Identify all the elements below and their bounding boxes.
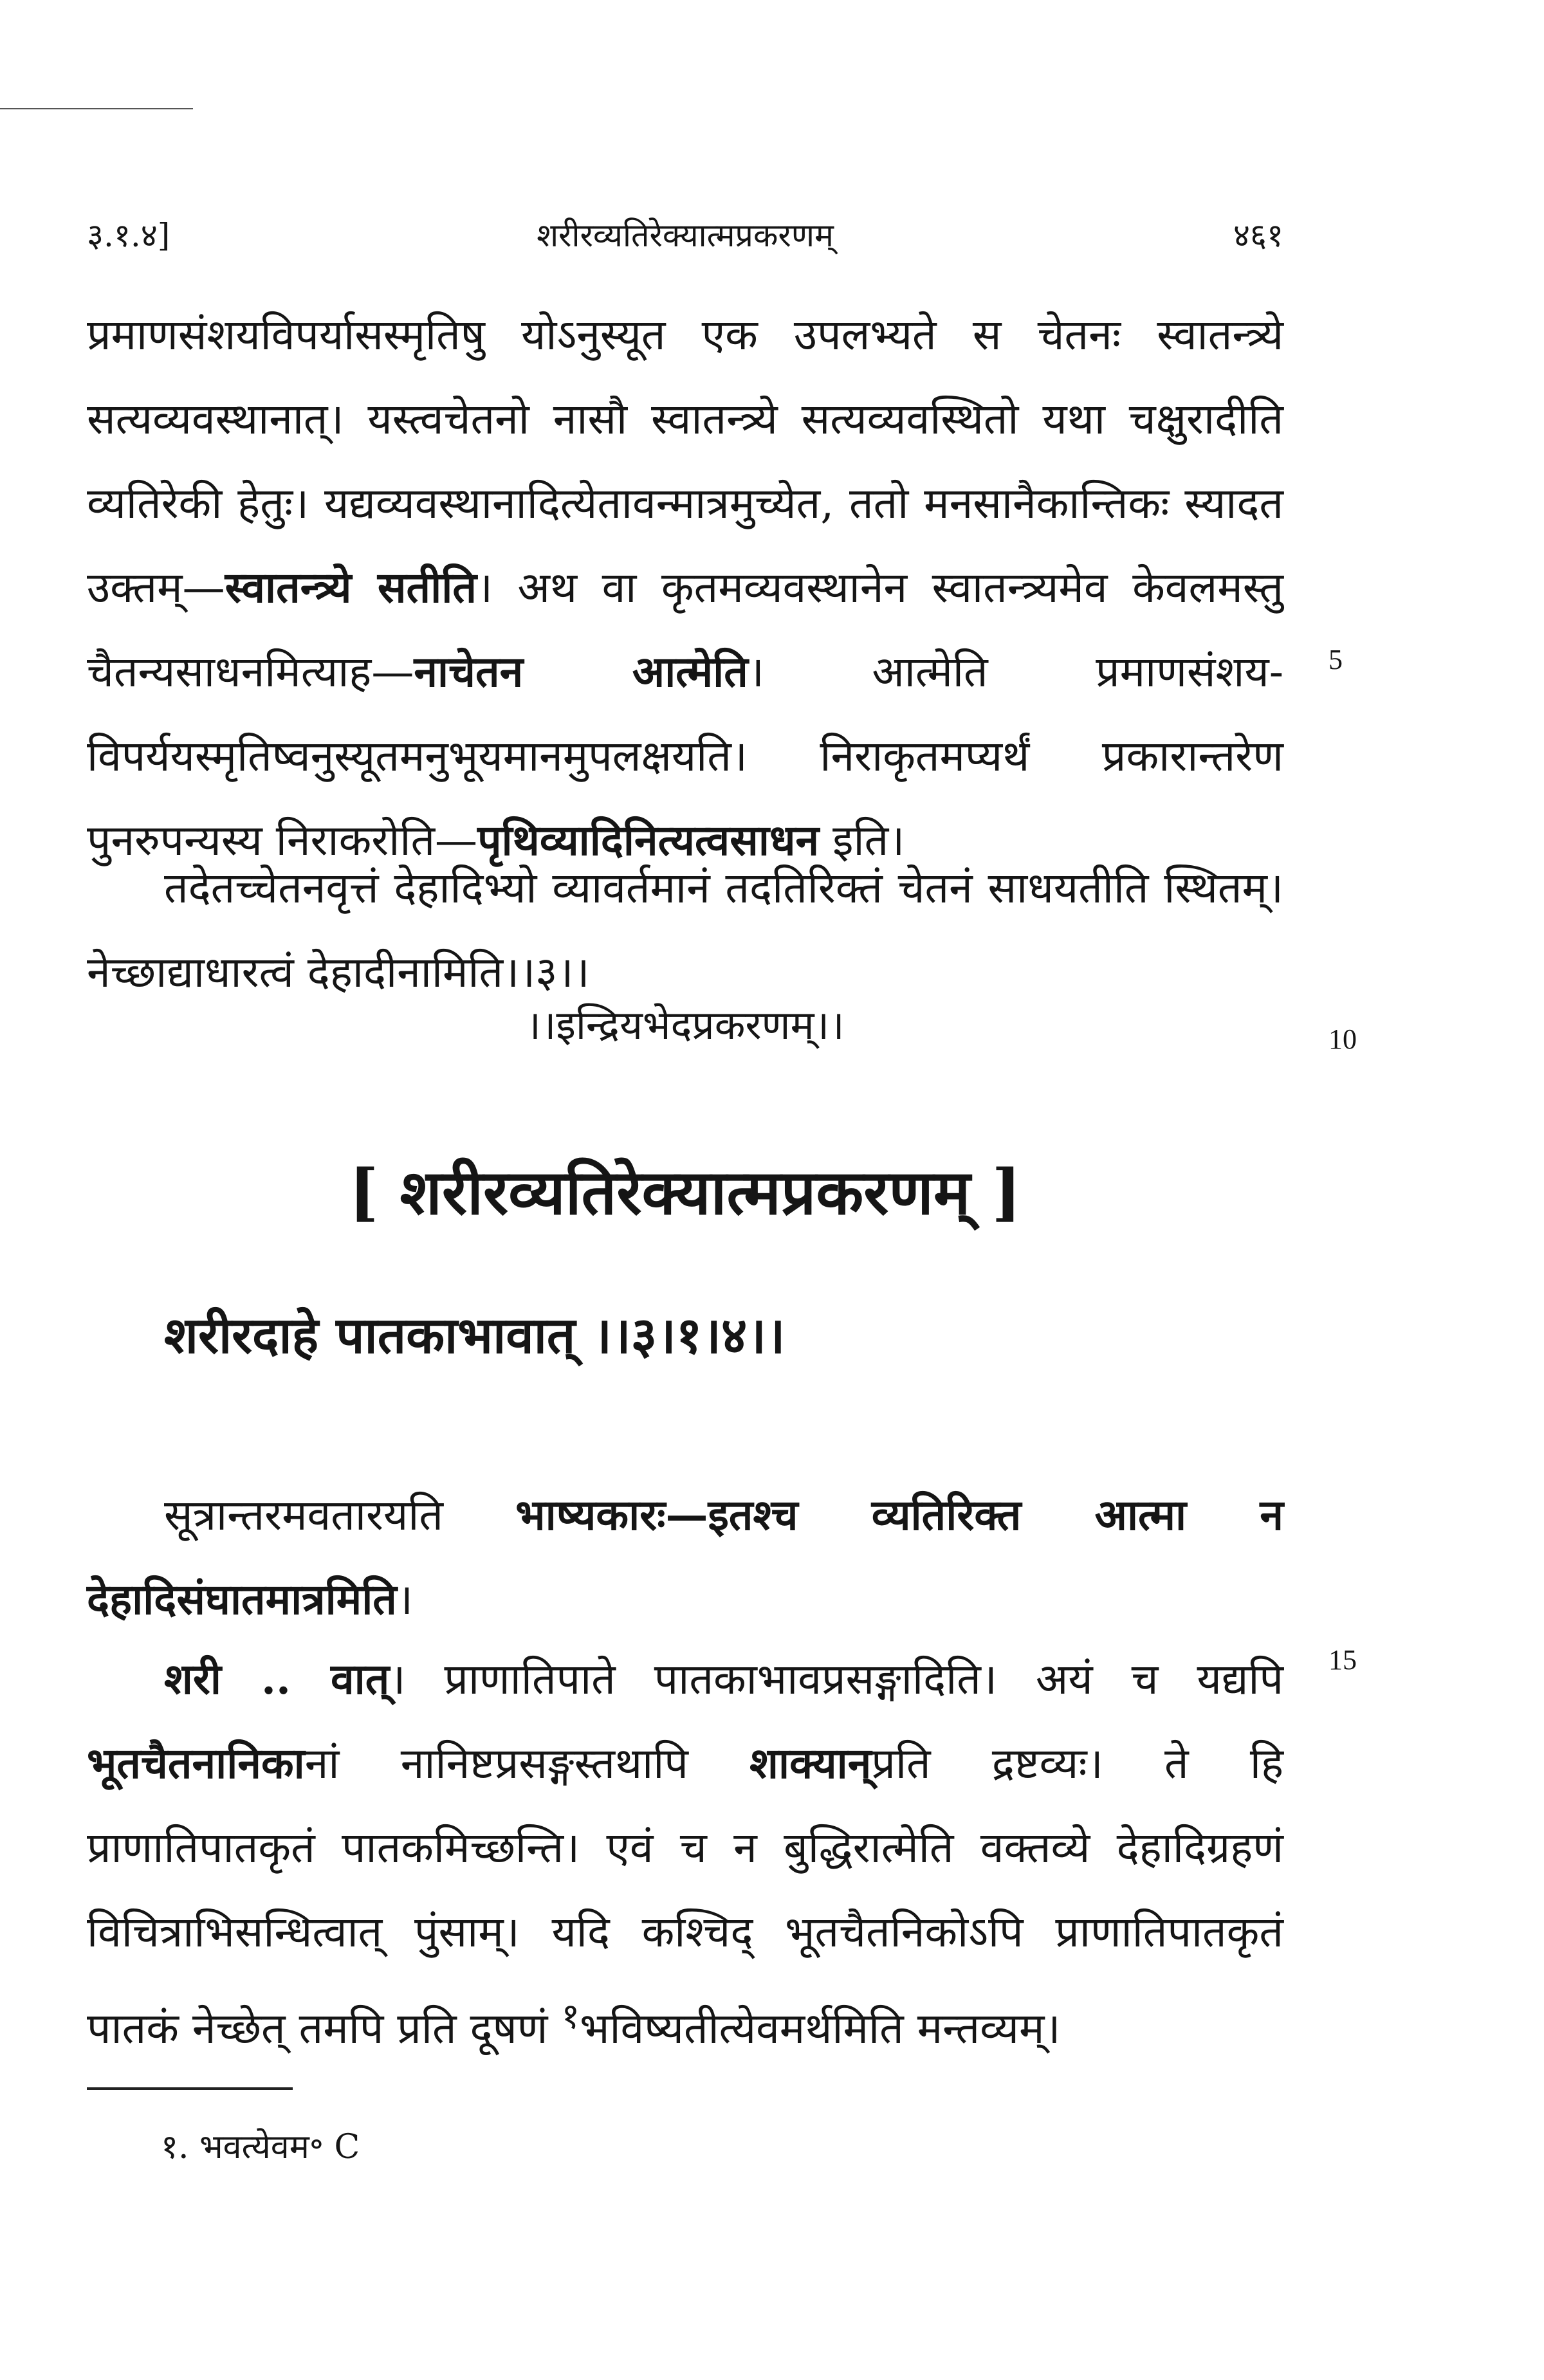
bold-lemma: स्वातन्त्र्ये सतीति [225,562,477,612]
bold-lemma: भूतचैतनानिका [87,1738,305,1788]
text-run: प्रति द्रष्टव्यः। ते हि प्राणातिपातकृतं पातकमिच्छन्ति। एवं च न बुद्धिरात्मेति वक्तव्ये देहादिग्रहणं विचित्राभिसन्धित्वात् पुंसाम्। यदि कश्चिद् भूतचैतनिकोऽपि प्राणातिपातकृतं पातकं नेच्छेत् तमपि प्रति दूषणं [87,1739,1283,2053]
commentary-paragraph-2: तदेतच्चेतनवृत्तं देहादिभ्यो व्यावर्तमानं तदतिरिक्तं चेतनं साधयतीति स्थितम्। नेच्छाद्याधारत्वं देहादीनामिति।।३।। [87,863,1283,997]
sutra-text: शरीरदाहे पातकाभावात् ।।३।१।४।। [164,1306,786,1365]
footnote-rule [87,2087,293,2090]
footnote: १. भवत्येवम॰ C [161,2128,360,2166]
text-run: भविष्यतीत्येवमर्थमिति मन्तव्यम्। [580,2004,1061,2053]
line-number-10: 10 [1328,1023,1357,1055]
line-number-15: 15 [1328,1644,1357,1676]
text-run: नां नानिष्टप्रसङ्गस्तथापि [304,1739,750,1788]
bold-lemma: शरी .. वात् [164,1654,390,1704]
colophon: ।।इन्द्रियभेदप्रकरणम्।। [526,1002,845,1048]
text-run: । प्राणातिपाते पातकाभावप्रसङ्गादिति। अयं च यद्यपि [389,1654,1283,1704]
line-number-5: 5 [1328,644,1343,675]
commentary-paragraph-3 [87,1473,1283,1642]
bold-lemma: शाक्यान् [749,1738,872,1788]
text-run: सूत्रान्तरमवतारयति [164,1490,516,1540]
footnote-reference: १ [561,1995,580,2037]
header-title: शरीरव्यतिरेक्यात्मप्रकरणम् [537,217,834,254]
bold-lemma: नाचेतन आत्मेति [414,646,748,697]
text-run: । [396,1575,413,1624]
text-run: । आत्मेति प्रमाणसंशय-विपर्ययस्मृतिष्वनुस्यूतमनुभूयमानमुपलक्षयति। निराकृतमप्यर्थं प्रकारान्तरेण पुनरुपन्यस्य निराकरोति— [87,647,1283,865]
text-run: इति। [819,816,905,865]
bold-lemma: पृथिव्यादिनित्यत्वसाधन [477,815,820,865]
scan-edge-line [0,108,193,109]
text-run: प्रमाणसंशयविपर्यासस्मृतिषु योऽनुस्यूत एक उपलभ्यते स चेतनः स्वातन्त्र्ये सत्यव्यवस्थानात्। यस्त्वचेतनो नासौ स्वातन्त्र्ये सत्यव्यवस्थितो यथा चक्षुरादीति व्यतिरेकी हेतुः। यद्यव्यवस्थानादित्येतावन्मात्रमुच्येत, ततो मनसानैकान्तिकः स्यादत उक्तम्— [87,310,1283,612]
commentary-paragraph-1 [87,293,1283,883]
bold-lemma: भाष्यकारः—इतश्च व्यतिरिक्त आत्मा न देहादिसंघातमात्रमिति [87,1490,1283,1624]
commentary-paragraph-4 [87,1637,1283,2071]
section-title: [ शरीरव्यतिरेक्यात्मप्रकरणम् ] [349,1156,1022,1229]
running-header [87,212,1283,264]
page-number: ४६१ [1233,217,1283,254]
section-reference: ३.१.४] [87,217,170,254]
text-run: । अथ वा कृतमव्यवस्थानेन स्वातन्त्र्यमेव केवलमस्तु चैतन्यसाधनमित्याह— [87,563,1283,697]
